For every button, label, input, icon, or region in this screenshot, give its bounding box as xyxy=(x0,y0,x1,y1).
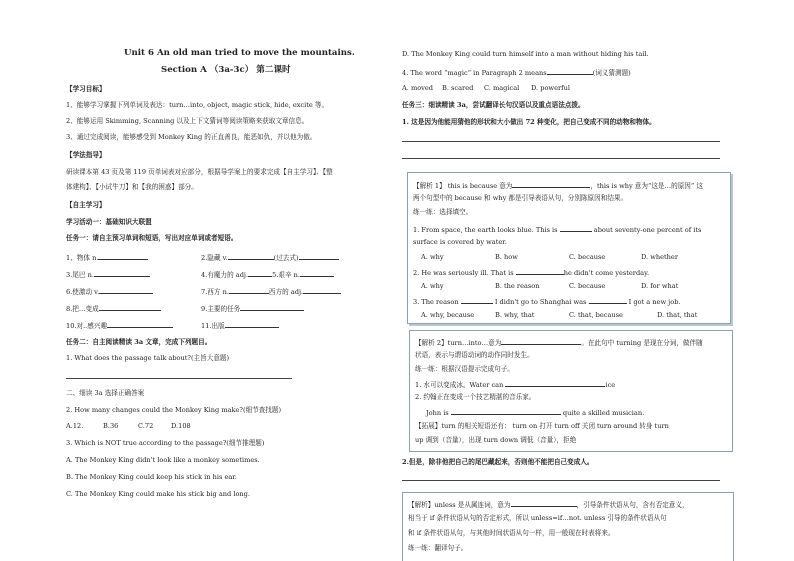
blank[interactable] xyxy=(99,286,153,294)
blank[interactable] xyxy=(511,499,577,507)
box1-line-1: 【解析 1】 this is because 意为 ，this is why 意为“这是…的原因” 这 xyxy=(413,182,703,190)
method-line-1: 研读课本第 43 页及第 119 页单词表对应部分，根据导学案上的要求完成【自主学习】、【整 xyxy=(66,168,333,176)
goal-1: 1、能够学习掌握下列单词及表达：turn…into, object, magic stick, hide, excite 等。 xyxy=(66,101,329,109)
vocab-row-5b: 11.出版 xyxy=(201,320,279,331)
box2-line-2: 状语，表示与谓语动词的动作同时发生。 xyxy=(415,351,534,359)
blank[interactable] xyxy=(589,296,627,304)
box2-line-3: 练一练：根据汉语提示完成句子。 xyxy=(415,365,514,373)
vocab-row-3b: 7.西方 n. 西方的 adj. xyxy=(201,286,341,297)
blank[interactable] xyxy=(547,67,593,75)
q4-option-d: D. powerful xyxy=(531,84,570,92)
q2-option-a: A.12. xyxy=(66,422,84,430)
analysis-box-3 xyxy=(402,492,734,561)
blank[interactable] xyxy=(299,252,339,260)
box1-ex1-cont: surface is covered by water. xyxy=(413,238,507,246)
q2-option-b: B.36 xyxy=(103,422,119,430)
box1-ex2-d: D. for what xyxy=(641,282,679,290)
blank[interactable] xyxy=(451,407,561,415)
box1-ex1: 1. From space, the earth looks blue. This is about seventy-one percent of its xyxy=(413,226,702,234)
answer-line[interactable] xyxy=(66,378,292,379)
page-title: Unit 6 An old man tried to move the mountains. xyxy=(124,48,355,58)
goal-3: 3、通过完成阅读，能够感受到 Monkey King 的正直善良，能恶如仇，并以他为傲。 xyxy=(66,133,317,141)
task-1: 任务一：请自主预习单词和短语，写出对应单词或者短语。 xyxy=(66,234,238,242)
q3-option-b: B. The Monkey King could keep his stick in his ear. xyxy=(66,473,237,481)
blank[interactable] xyxy=(300,269,334,277)
q2-option-d: D.108 xyxy=(171,422,191,430)
analysis-box-1 xyxy=(407,172,731,324)
question-4: 4. The word “magic” in Paragraph 2 means (词义猜测题) xyxy=(402,69,631,77)
vocab-row-1: 1、物体 n. xyxy=(66,252,148,263)
answer-line[interactable] xyxy=(402,480,720,481)
blank[interactable] xyxy=(512,180,590,188)
blank[interactable] xyxy=(94,269,150,277)
question-3: 3. Which is NOT true according to the passage?(细节推理题) xyxy=(66,439,265,447)
activity-1: 学习活动一：基础知识大联盟 xyxy=(66,218,152,226)
box2-extension: 【拓展】turn 的相关短语还有： turn on 打开 turn off 关闭 turn around 转身 turn xyxy=(415,422,669,430)
blank[interactable] xyxy=(248,269,272,277)
blank[interactable] xyxy=(560,224,592,232)
box2-ex1: 1. 水可以变成冰。Water can ice xyxy=(415,381,616,389)
box1-ex2: 2. He was seriously ill. That is he didn't come yesterday. xyxy=(413,269,650,277)
q3-option-c: C. The Monkey King could make his stick big and long. xyxy=(66,490,250,498)
blank[interactable] xyxy=(505,379,605,387)
box2-ex2-answer: John is quite a skilled musician. xyxy=(426,409,645,417)
box1-ex1-b: B. how xyxy=(495,253,518,261)
box1-ex2-a: A. why xyxy=(421,282,444,290)
q4-option-a: A. moved xyxy=(402,84,434,92)
box3-line-2: 相当于 if 条件状语从句的否定形式，所以 unless=if…not. unless 引导的条件状语从句 xyxy=(408,514,667,522)
task-2: 任务二：自主阅读精读 3a 文章，完成下列题目。 xyxy=(66,338,212,346)
question-2: 2. How many changes could the Monkey King make?(细节查找题) xyxy=(66,406,282,414)
task-3: 任务三：细读精读 3a，尝试翻译长句汉语以及重点语法点拨。 xyxy=(402,101,585,109)
blank[interactable] xyxy=(107,320,173,328)
box1-ex3-b: B. why, that xyxy=(495,311,535,319)
goals-heading: 【学习目标】 xyxy=(66,85,106,93)
answer-line[interactable] xyxy=(402,141,720,142)
self-study-heading: 【自主学习】 xyxy=(66,201,106,209)
method-line-2: 体建构】、【小试牛刀】和【我的困惑】部分。 xyxy=(66,183,198,191)
blank[interactable] xyxy=(98,252,148,260)
question-1: 1. What does the passage talk about?(主旨大意题) xyxy=(66,354,230,362)
box1-ex3-d: D. that, that xyxy=(657,311,698,319)
section-title: Section A （3a-3c） 第二课时 xyxy=(161,65,291,75)
box1-line-2: 两个句型中的 because 和 why 都是引导表语从句，分别陈原因和结果。 xyxy=(413,194,628,202)
box3-line-4: 练一练：翻译句子。 xyxy=(408,544,468,552)
box2-ex2: 2. 约翰正在变成一个技艺精湛的音乐家。 xyxy=(415,393,536,401)
box1-ex3-a: A. why, because xyxy=(421,311,475,319)
blank[interactable] xyxy=(501,337,581,345)
method-heading: 【学法指导】 xyxy=(66,151,106,159)
vocab-row-5: 10.对..感兴趣 xyxy=(66,320,173,331)
part-2-heading: 二、细读 3a 选择正确答案 xyxy=(66,389,145,397)
vocab-row-4: 8.把…变成 xyxy=(66,303,161,314)
vocab-row-1b: 2.隐藏 v. (过去式) xyxy=(201,252,339,263)
q3-option-a: A. The Monkey King didn't look like a monkey sometimes. xyxy=(66,456,260,464)
box1-ex3-c: C. that, because xyxy=(569,311,623,319)
box1-ex1-d: D. whether xyxy=(641,253,678,261)
box1-ex3: 3. The reason I didn't go to Shanghai was I got a new job. xyxy=(413,298,681,306)
box2-extension-2: up 调到（音量），出现 turn down 调低（音量），拒绝 xyxy=(415,436,577,444)
box1-ex2-b: B. the reason xyxy=(495,282,540,290)
q2-option-c: C.72 xyxy=(138,422,154,430)
vocab-row-2b: 4.有魔力的 adj. 5.艰辛 n. xyxy=(201,269,334,280)
vocab-row-3: 6.使激动 v. xyxy=(66,286,153,297)
blank[interactable] xyxy=(240,303,304,311)
blank[interactable] xyxy=(99,303,161,311)
answer-line[interactable] xyxy=(402,158,720,159)
box3-line-1: 【解析】unless 是从属连词，意为 ，引导条件状语从句，含有否定意义， xyxy=(408,501,689,509)
box1-ex1-c: C. because xyxy=(569,253,606,261)
blank[interactable] xyxy=(229,286,269,294)
blank[interactable] xyxy=(225,320,279,328)
analysis-box-2 xyxy=(409,330,733,452)
vocab-row-4b: 9.主要的任务 xyxy=(201,303,304,314)
blank[interactable] xyxy=(303,286,341,294)
vocab-row-2: 3.尾巴 n. xyxy=(66,269,150,280)
box2-line-1: 【解析 2】turn…into…意为 。在此句中 turning 是现在分词，做伴随 xyxy=(415,339,703,347)
q4-option-c: C. magical xyxy=(484,84,520,92)
blank[interactable] xyxy=(228,252,274,260)
sentence-1: 1. 这是因为他能用猜他的形状和大小做出 72 种变化，把自己变成不同的动物和物体。 xyxy=(402,118,656,126)
blank[interactable] xyxy=(461,296,493,304)
blank[interactable] xyxy=(516,267,564,275)
q4-option-b: B. scared xyxy=(442,84,474,92)
box3-line-3: 和 if 条件状语从句，与其他时间状语从句一样，用一般现在时表将来。 xyxy=(408,529,615,537)
box1-line-3: 练一练：选择填空。 xyxy=(413,208,473,216)
sentence-2: 2.但是，除非他把自己的尾巴藏起来，否则他不能把自己变成人。 xyxy=(402,458,594,466)
box1-ex2-c: C. because xyxy=(569,282,606,290)
q3-option-d: D. The Monkey King could turn himself into a man without hiding his tail. xyxy=(402,50,649,58)
box1-ex1-a: A. why xyxy=(421,253,444,261)
goal-2: 2、能够运用 Skimming, Scanning 以及上下文猜词等阅读策略来获取文章信息。 xyxy=(66,117,309,125)
